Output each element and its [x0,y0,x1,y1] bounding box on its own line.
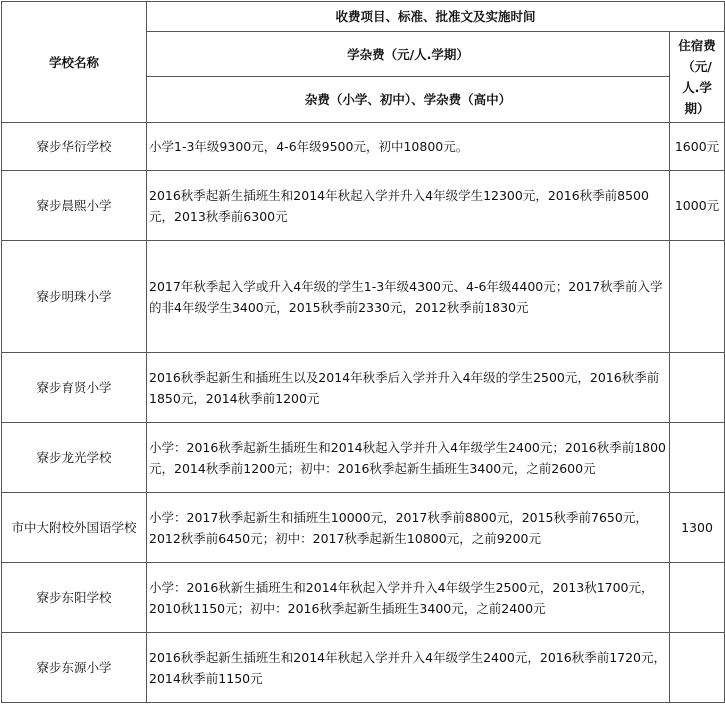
boarding-fee-cell: 1300 [670,493,725,563]
header-tuition: 学杂费（元/人.学期） [147,32,670,77]
fee-cell: 2016秋季起新生插班生和2014年秋起入学并升入4年级学生2400元，2016秋季前1720元，2014秋季前1150元 [147,633,670,703]
fee-cell: 小学1-3年级9300元，4-6年级9500元，初中10800元。 [147,123,670,171]
school-name-cell: 寮步晨熙小学 [2,171,147,241]
table-row [2,563,725,633]
table-row [2,123,725,171]
header-boarding [670,32,725,123]
header-misc-fee: 杂费（小学、初中）、学杂费（高中） [147,77,670,123]
boarding-fee-cell: 1000元 [670,171,725,241]
header-boarding-line: 期） [684,101,710,116]
fee-cell: 小学：2017秋季起新生和插班生10000元，2017秋季前8800元，2015秋季前7650元，2012秋季前6450元；初中：2017秋季起新生10800元，之前9200元 [147,493,670,563]
boarding-fee-cell [670,353,725,423]
fee-cell: 小学：2016秋新生插班生和2014年秋起入学并升入4年级学生2500元，2013秋1700元，2010秋1150元；初中：2016秋季起新生插班生3400元，之前2400元 [147,563,670,633]
table-row [2,633,725,703]
header-boarding-line: （元/ [682,59,712,74]
school-name-cell: 寮步东源小学 [2,633,147,703]
header-fee-items: 收费项目、标准、批准文及实施时间 [147,2,725,32]
fee-cell: 2016秋季起新生和插班生以及2014年秋季后入学并升入4年级的学生2500元，2016秋季前1850元，2014秋季前1200元 [147,353,670,423]
boarding-fee-cell [670,633,725,703]
school-name-cell: 市中大附校外国语学校 [2,493,147,563]
header-row-1 [2,2,725,32]
table-row [2,241,725,353]
table-row [2,353,725,423]
boarding-fee-cell: 1600元 [670,123,725,171]
header-boarding-line: 人.学 [682,80,712,95]
boarding-fee-cell [670,241,725,353]
table-row [2,171,725,241]
boarding-fee-cell [670,563,725,633]
header-school-name: 学校名称 [2,2,147,123]
header-boarding-line: 住宿费 [678,38,716,53]
school-name-cell: 寮步育贤小学 [2,353,147,423]
fee-cell: 小学：2016秋季起新生插班生和2014秋起入学并升入4年级学生2400元；2016秋季前1800元，2014秋季前1200元；初中：2016秋季起新生插班生3400元，之前2600元 [147,423,670,493]
school-name-cell: 寮步龙光学校 [2,423,147,493]
fee-cell: 2017年秋季起入学或升入4年级的学生1-3年级4300元、4-6年级4400元；2017秋季前入学的非4年级学生3400元，2015秋季前2330元，2012秋季前1830元 [147,241,670,353]
fee-table [1,1,725,703]
fee-cell: 2016秋季起新生插班生和2014年秋起入学并升入4年级学生12300元，2016秋季前8500元，2013秋季前6300元 [147,171,670,241]
table-row [2,423,725,493]
table-row [2,493,725,563]
school-name-cell: 寮步华衍学校 [2,123,147,171]
school-name-cell: 寮步明珠小学 [2,241,147,353]
school-name-cell: 寮步东阳学校 [2,563,147,633]
boarding-fee-cell [670,423,725,493]
